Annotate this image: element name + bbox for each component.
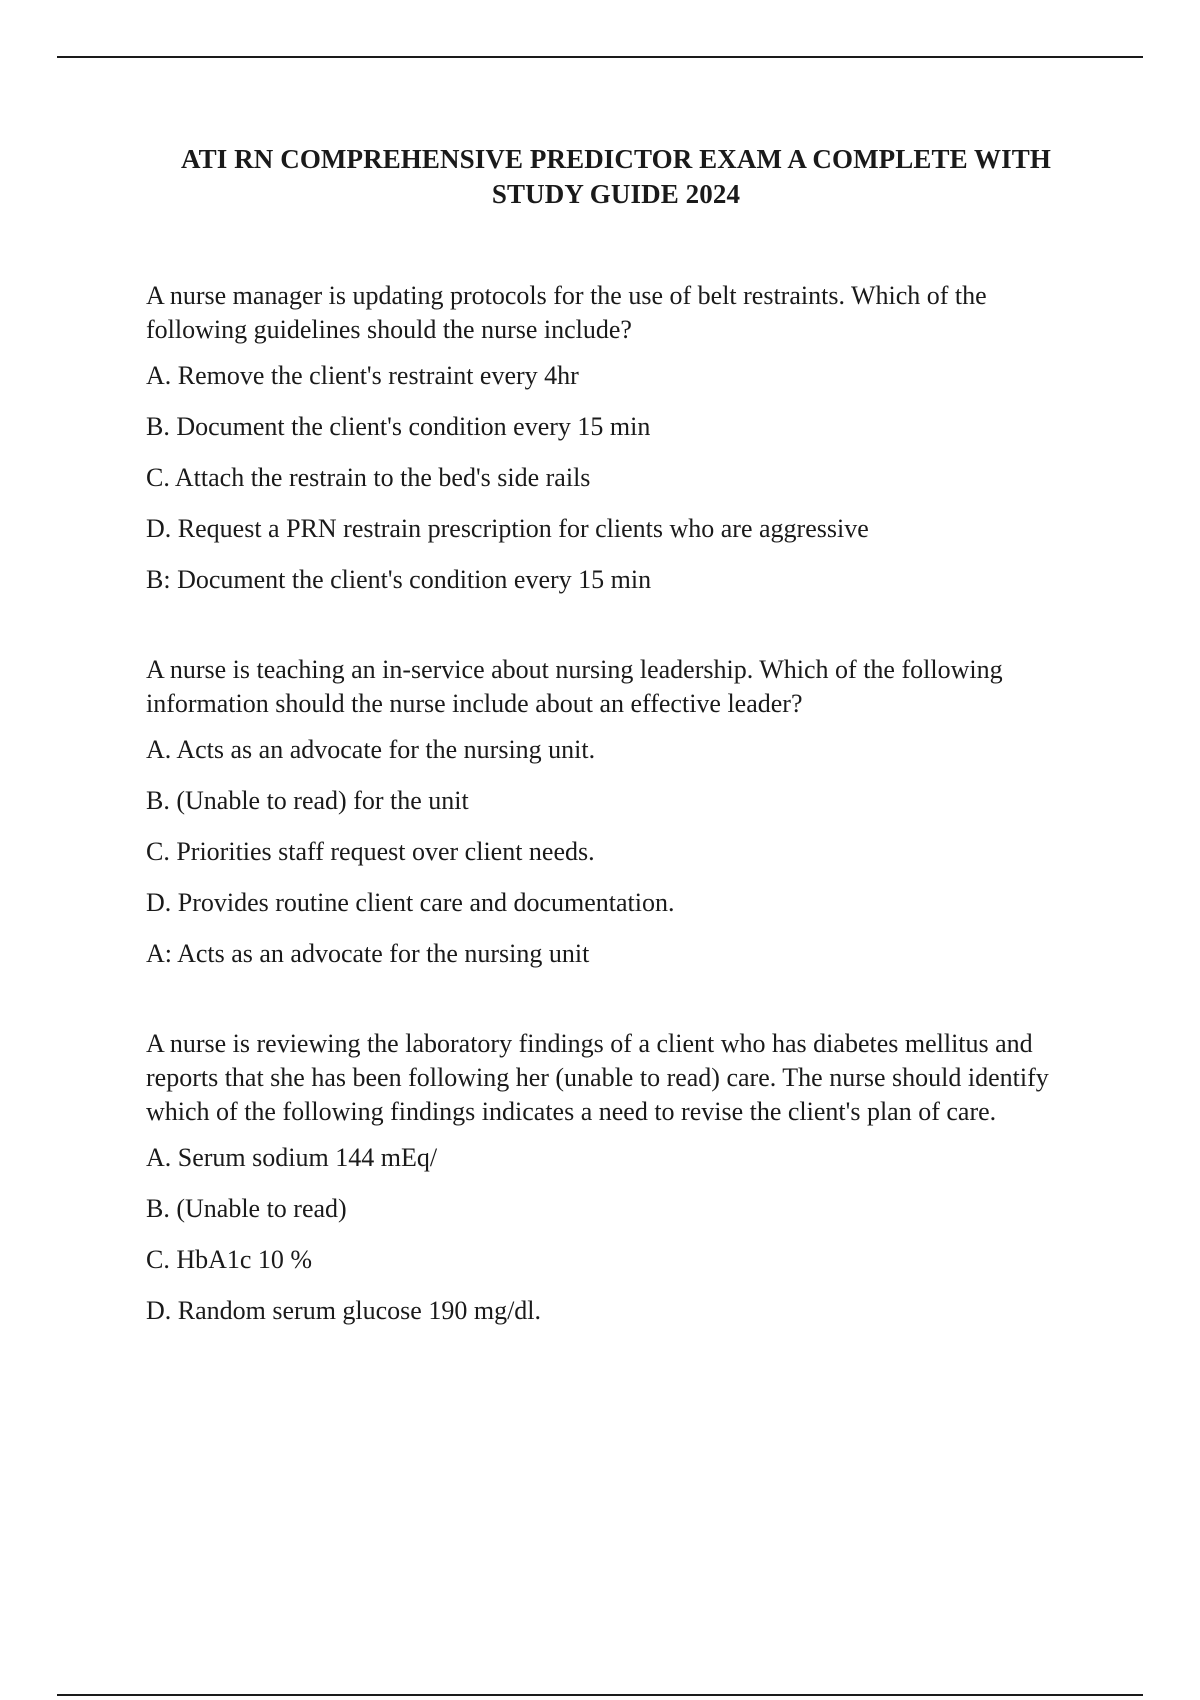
option-c: C. Attach the restrain to the bed's side rails [146,463,591,492]
option-a: A. Acts as an advocate for the nursing unit. [146,735,596,764]
option-d: D. Random serum glucose 190 mg/dl. [146,1296,542,1325]
option-b: B. (Unable to read) for the unit [146,786,469,815]
option-list [146,359,1086,546]
document-title: ATI RN COMPREHENSIVE PREDICTOR EXAM A COMPLETE WITH STUDY GUIDE 2024 [181,144,1051,209]
option-d: D. Provides routine client care and documentation. [146,888,675,917]
question-2 [146,653,1086,971]
option-d: D. Request a PRN restrain prescription for clients who are aggressive [146,514,869,543]
bottom-rule [57,1694,1143,1696]
question-list [146,279,1086,1328]
option-c: C. Priorities staff request over client needs. [146,837,595,866]
option-b: B. Document the client's condition every 15 min [146,412,651,441]
answer-text: A: Acts as an advocate for the nursing unit [146,939,590,968]
option-b: B. (Unable to read) [146,1194,347,1223]
option-c: C. HbA1c 10 % [146,1245,313,1274]
question-1 [146,279,1086,597]
question-text: A nurse is reviewing the laboratory findings of a client who has diabetes mellitus and reports that she has been following her (unable to read) care. The nurse should identify which of the following findings indicates a need to revise the client's plan of care. [146,1029,1049,1126]
answer-text: B: Document the client's condition every 15 min [146,565,652,594]
question-3 [146,1027,1086,1328]
question-text: A nurse manager is updating protocols for the use of belt restraints. Which of the following guidelines should the nurse include? [146,281,987,344]
top-rule [57,56,1143,58]
option-a: A. Serum sodium 144 mEq/ [146,1143,438,1172]
option-a: A. Remove the client's restraint every 4hr [146,361,579,390]
option-list [146,733,1086,920]
option-list [146,1141,1086,1328]
page-content [146,142,1086,1384]
question-text: A nurse is teaching an in-service about nursing leadership. Which of the following information should the nurse include about an effective leader? [146,655,1003,718]
